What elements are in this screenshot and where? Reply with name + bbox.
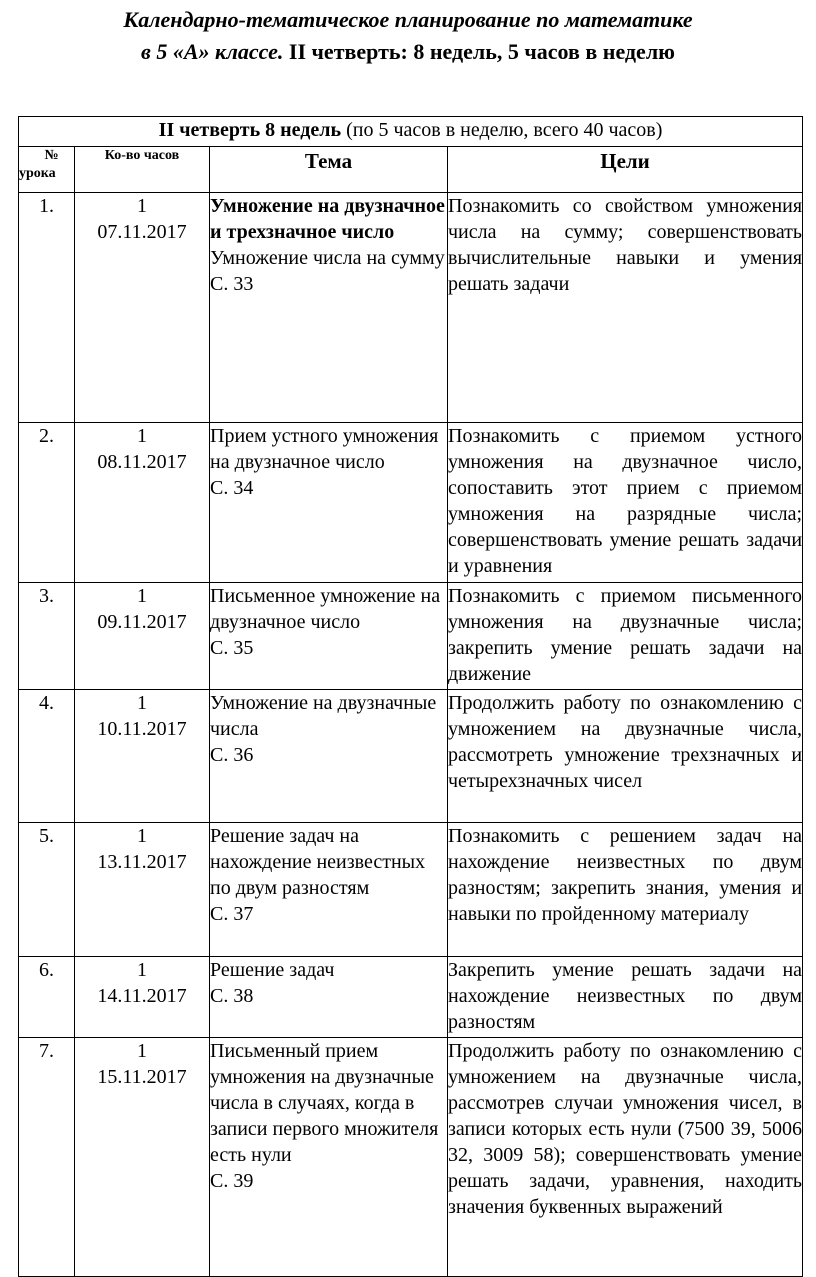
lesson-topic [210, 957, 448, 1038]
table-row [19, 193, 803, 423]
lesson-hours: 1 [137, 195, 147, 217]
topic-page: С. 36 [210, 744, 254, 766]
quarter-header [19, 117, 803, 147]
lesson-date: 09.11.2017 [97, 611, 187, 633]
lesson-goal: Познакомить с решением задач на нахождение неизвестных по двум разностям; закрепить знания, умения и навыки по пройденному материалу [448, 823, 803, 957]
topic-text: Письменный прием умножения на двузначные числа в случаях, когда в записи первого множителя есть нули [210, 1040, 439, 1166]
lesson-number: 3. [19, 583, 75, 690]
lesson-number: 5. [19, 823, 75, 957]
planning-table [18, 116, 803, 1277]
lesson-number: 1. [19, 193, 75, 423]
lesson-goal: Продолжить работу по ознакомлению с умножением на двузначные числа, рассмотреть умножение трехзначных и четырехзначных чисел [448, 690, 803, 823]
lesson-hours-date [75, 423, 210, 583]
lesson-hours-date [75, 823, 210, 957]
lesson-goal: Познакомить с приемом письменного умножения на двузначные числа; закрепить умение решать задачи на движение [448, 583, 803, 690]
lesson-topic [210, 583, 448, 690]
topic-page: С. 37 [210, 903, 254, 925]
lesson-date: 08.11.2017 [97, 451, 187, 473]
lesson-hours: 1 [137, 1040, 147, 1062]
lesson-number: 7. [19, 1038, 75, 1277]
col-header-goals: Цели [448, 147, 803, 193]
lesson-topic [210, 423, 448, 583]
lesson-goal: Закрепить умение решать задачи на нахождение неизвестных по двум разностям [448, 957, 803, 1038]
lesson-topic [210, 1038, 448, 1277]
table-row [19, 957, 803, 1038]
lesson-topic [210, 823, 448, 957]
title-class: в 5 «А» классе. [141, 39, 284, 64]
topic-page: С. 35 [210, 637, 254, 659]
lesson-number: 6. [19, 957, 75, 1038]
lesson-hours-date [75, 583, 210, 690]
lesson-number: 4. [19, 690, 75, 823]
lesson-date: 10.11.2017 [97, 718, 187, 740]
col-header-hours: Ко-во часов [75, 147, 210, 193]
lesson-date: 15.11.2017 [97, 1066, 187, 1088]
lesson-topic [210, 193, 448, 423]
table-row [19, 823, 803, 957]
section-title: Умножение на двузначное и трехзначное число [210, 195, 445, 243]
column-header-row [19, 147, 803, 193]
lesson-hours: 1 [137, 825, 147, 847]
lesson-goal: Познакомить со свойством умножения числа на сумму; совершенствовать вычислительные навыки и умения решать задачи [448, 193, 803, 423]
topic-text: Умножение числа на сумму [210, 247, 445, 269]
table-row [19, 690, 803, 823]
lesson-date: 14.11.2017 [97, 985, 187, 1007]
lesson-hours-date [75, 957, 210, 1038]
quarter-title: II четверть 8 недель [158, 119, 342, 141]
table-header-row [19, 117, 803, 147]
col-header-topic: Тема [210, 147, 448, 193]
lesson-date: 07.11.2017 [97, 221, 187, 243]
table-row [19, 1038, 803, 1277]
col-header-num [19, 147, 75, 193]
col-header-num-label: урока [19, 166, 56, 181]
lesson-hours: 1 [137, 585, 147, 607]
table-row [19, 423, 803, 583]
col-header-num-sign: № [44, 148, 59, 163]
lesson-hours-date [75, 690, 210, 823]
table-row [19, 583, 803, 690]
title-line-2 [0, 36, 816, 68]
lesson-date: 13.11.2017 [97, 851, 187, 873]
lesson-hours-date [75, 193, 210, 423]
lesson-hours: 1 [137, 425, 147, 447]
title-line-1: Календарно-тематическое планирование по математике [123, 7, 693, 32]
lesson-goal: Продолжить работу по ознакомлению с умножением на двузначные числа, рассмотрев случаи умножения чисел, в записи которых есть нули (7500 39, 5006 32, 3009 58); совершенствовать умение решать задачи, уравнения, находить значения буквенных выражений [448, 1038, 803, 1277]
topic-page: С. 34 [210, 477, 254, 499]
lesson-hours-date [75, 1038, 210, 1277]
topic-text: Письменное умножение на двузначное число [210, 585, 441, 633]
topic-text: Умножение на двузначные числа [210, 692, 437, 740]
topic-page: С. 33 [210, 273, 254, 295]
lesson-hours: 1 [137, 959, 147, 981]
topic-page: С. 39 [210, 1170, 254, 1192]
title-quarter: II четверть: 8 недель, 5 часов в неделю [283, 39, 675, 64]
lesson-hours: 1 [137, 692, 147, 714]
topic-text: Решение задач на нахождение неизвестных по двум разностям [210, 825, 426, 899]
page-title [0, 4, 816, 68]
lesson-goal: Познакомить с приемом устного умножения на двузначное число, сопоставить этот прием с приемом умножения на разрядные числа; совершенствовать умение решать задачи и уравнения [448, 423, 803, 583]
quarter-details: (по 5 часов в неделю, всего 40 часов) [341, 119, 663, 141]
topic-text: Прием устного умножения на двузначное число [210, 425, 439, 473]
lesson-number: 2. [19, 423, 75, 583]
lesson-topic [210, 690, 448, 823]
topic-page: С. 38 [210, 985, 254, 1007]
topic-text: Решение задач [210, 959, 335, 981]
